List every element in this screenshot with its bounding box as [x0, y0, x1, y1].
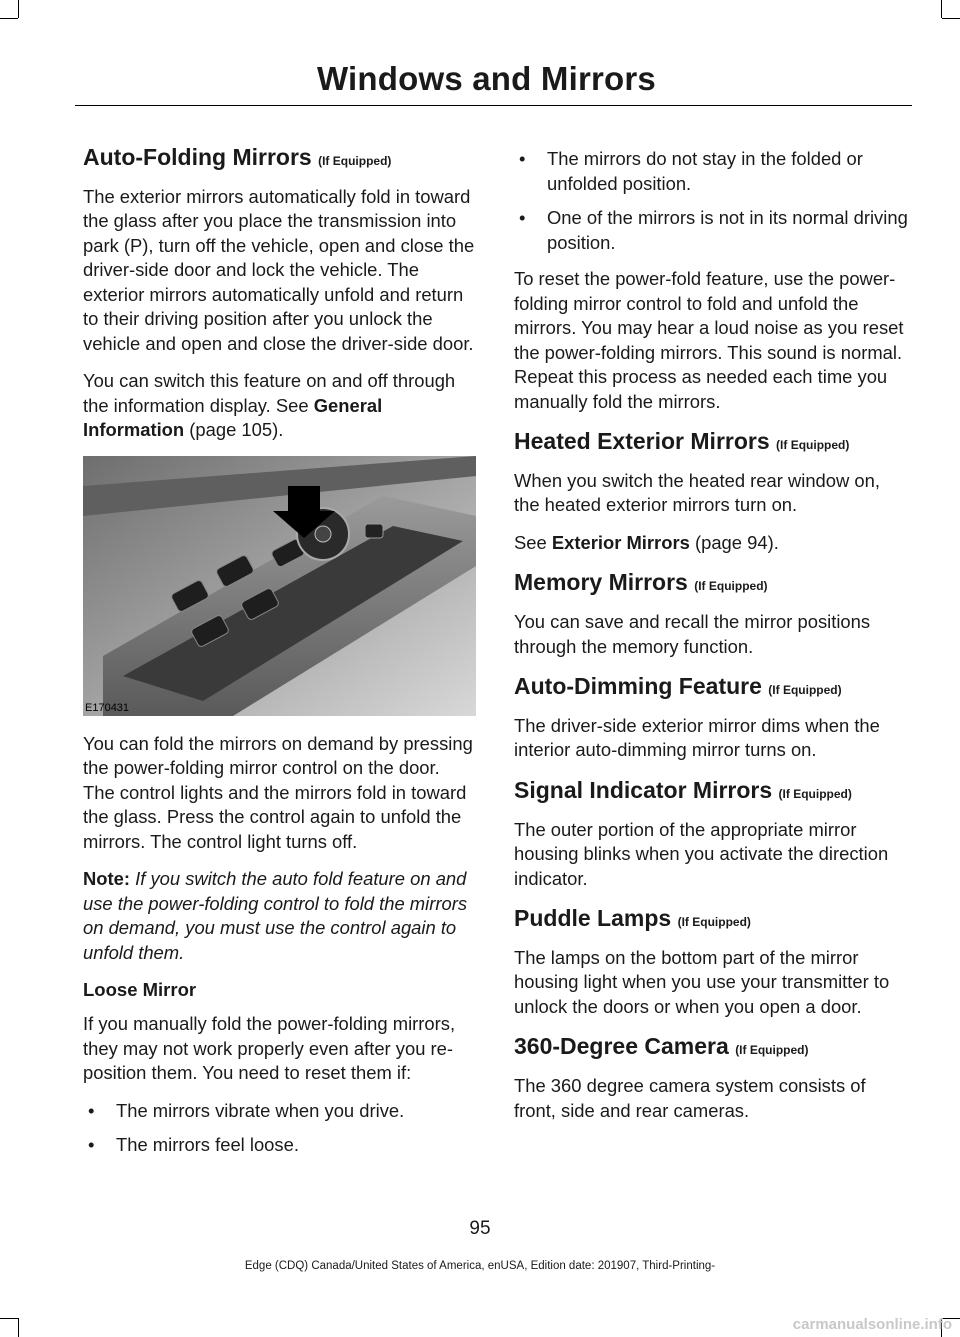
paragraph: The lamps on the bottom part of the mirror housing light when you use your transmitter to unlock the doors or when you open a door.: [514, 946, 890, 1017]
list-item: • One of the mirrors is not in its normal driving position.: [519, 207, 908, 253]
page-reference-link[interactable]: General Information: [83, 394, 383, 441]
note: Note: If you switch the auto fold feature on and use the power-folding control to fold the mirrors on demand, you must use the control again to unfold them.: [83, 868, 468, 963]
figure-code: E170431: [85, 701, 130, 714]
watermark: carmanualsonline.info: [792, 1316, 952, 1333]
page-number: 95: [469, 1218, 491, 1239]
list-item: • The mirrors do not stay in the folded or unfolded position.: [519, 148, 863, 194]
section-heading-signal-indicator: Signal Indicator Mirrors (If Equipped): [514, 776, 852, 803]
paragraph: If you manually fold the power-folding mirrors, they may not work properly even after you re-position them. You need to reset them if:: [83, 1013, 456, 1084]
paragraph: You can switch this feature on and off through the information display. See General Information (page 105).: [83, 370, 456, 441]
paragraph: The 360 degree camera system consists of front, side and rear cameras.: [514, 1075, 866, 1121]
list-item: • The mirrors feel loose.: [88, 1134, 299, 1156]
section-heading-heated-mirrors: Heated Exterior Mirrors (If Equipped): [514, 428, 850, 454]
bullet-list: [514, 147, 910, 255]
paragraph: See Exterior Mirrors (page 94).: [514, 531, 779, 553]
list-item: • The mirrors vibrate when you drive.: [88, 1099, 405, 1121]
crop-mark: [18, 1318, 19, 1337]
crop-mark: [0, 18, 18, 19]
section-heading-memory-mirrors: Memory Mirrors (If Equipped): [514, 569, 768, 596]
section-heading-loose-mirror: Loose Mirror: [83, 979, 197, 1001]
section-heading-360-camera: 360-Degree Camera (If Equipped): [514, 1033, 809, 1060]
paragraph: The exterior mirrors automatically fold in toward the glass after you place the transmission into park (P), turn off the vehicle, open and close the driver-side door and lock the vehicle. The exterior mirrors automatically unfold and return to their driving position after you unlock the vehicle and open and close the driver-side door.: [83, 185, 475, 354]
crop-mark: [18, 0, 19, 18]
crop-mark: [941, 0, 942, 18]
right-column: [514, 143, 910, 1136]
page-header-title: Windows and Mirrors: [316, 60, 656, 97]
section-heading-auto-folding: Auto-Folding Mirrors (If Equipped): [83, 144, 392, 170]
paragraph: To reset the power-fold feature, use the power-folding mirror control to fold and unfold the mirrors. You may hear a loud noise as you reset the power-folding mirrors. This sound is normal. Repeat this process as needed each time you manually fold the mirrors.: [514, 268, 904, 412]
paragraph: When you switch the heated rear window on, the heated exterior mirrors turn on.: [514, 469, 880, 516]
page-reference-link[interactable]: Exterior Mirrors: [551, 531, 690, 553]
door-panel-illustration: [83, 456, 476, 716]
edition-footer: Edge (CDQ) Canada/United States of America, enUSA, Edition date: 201907, Third-Printing-: [244, 1260, 716, 1272]
section-heading-puddle-lamps: Puddle Lamps (If Equipped): [514, 905, 751, 931]
crop-mark: [0, 1318, 18, 1319]
paragraph: The outer portion of the appropriate mirror housing blinks when you activate the direction indicator.: [514, 818, 889, 889]
paragraph: You can save and recall the mirror positions through the memory function.: [514, 611, 871, 657]
left-column: [83, 143, 476, 1170]
bullet-list: [83, 1099, 476, 1158]
door-switch-figure: [83, 456, 476, 716]
section-heading-auto-dimming: Auto-Dimming Feature (If Equipped): [514, 673, 842, 699]
paragraph: You can fold the mirrors on demand by pressing the power-folding mirror control on the door. The control lights and the mirrors fold in toward the glass. Press the control again to unfold the mirrors. The control light turns off.: [83, 732, 473, 852]
paragraph: The driver-side exterior mirror dims when the interior auto-dimming mirror turns on.: [514, 714, 880, 761]
header-rule: [75, 105, 912, 106]
crop-mark: [942, 18, 960, 19]
